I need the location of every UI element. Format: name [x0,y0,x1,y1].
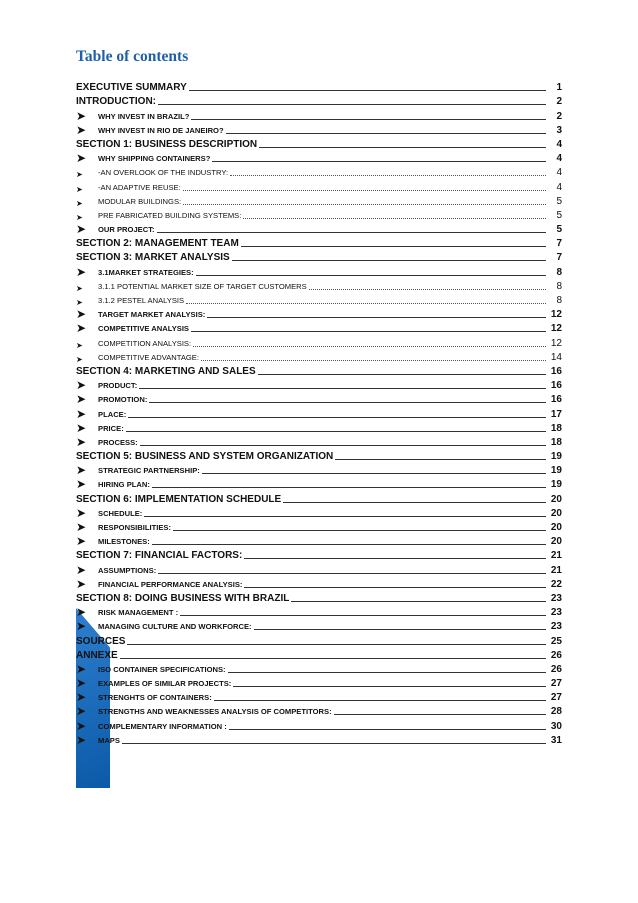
arrow-bullet-icon: ➤ [76,170,83,180]
toc-entry-label: MODULAR BUILDINGS: [98,196,182,206]
toc-leader-line [158,573,546,574]
toc-leader-line [180,615,546,616]
toc-entry[interactable] [76,463,562,477]
toc-page-number: 5 [556,209,562,221]
toc-page-number: 23 [550,621,562,633]
toc-page-number: 5 [556,195,562,207]
arrow-bullet-icon: ➤ [76,340,83,350]
toc-leader-line [244,587,546,588]
toc-entry[interactable] [76,108,562,122]
arrow-bullet-icon: ➤ [76,122,87,137]
arrow-bullet-icon: ➤ [76,108,87,123]
toc-page-number: 12 [550,309,562,321]
toc-leader-line [228,672,546,673]
toc-leader-line [291,601,546,602]
toc-entry[interactable] [76,123,562,137]
toc-entry[interactable] [76,605,562,619]
toc-entry-label: COMPETITIVE ANALYSIS [98,324,189,334]
toc-entry-label: PLACE: [98,409,127,419]
arrow-bullet-icon: ➤ [76,463,87,478]
toc-page-number: 18 [550,436,562,448]
toc-entry-label: MILESTONES: [98,537,150,547]
toc-entry[interactable] [76,690,562,704]
toc-entry-label: SECTION 2: MANAGEMENT TEAM [76,238,239,250]
toc-entry-label: FINANCIAL PERFORMANCE ANALYSIS: [98,579,243,589]
toc-entry[interactable] [76,335,562,349]
toc-entry-label: WHY SHIPPING CONTAINERS? [98,154,211,164]
toc-page-number: 25 [550,635,562,647]
toc-leader-line [186,303,546,304]
toc-page-number: 4 [556,153,562,165]
toc-leader-line [230,175,546,176]
toc-entry[interactable] [76,236,562,250]
toc-page-number: 4 [556,167,562,179]
toc-leader-line [149,402,546,403]
toc-entry[interactable] [76,194,562,208]
toc-entry[interactable] [76,633,562,647]
arrow-bullet-icon: ➤ [76,212,83,222]
arrow-bullet-icon: ➤ [76,505,87,520]
toc-entry[interactable] [76,648,562,662]
toc-leader-line [229,729,546,730]
toc-leader-line [122,743,546,744]
toc-page-number: 19 [550,479,562,491]
toc-leader-line [283,502,546,503]
toc-entry[interactable] [76,591,562,605]
toc-leader-line [193,346,546,347]
arrow-bullet-icon: ➤ [76,704,87,719]
toc-entry[interactable] [76,406,562,420]
toc-entry-label: COMPLEMENTARY INFORMATION : [98,721,227,731]
toc-entry-label: WHY INVEST IN BRAZIL? [98,111,190,121]
toc-entry[interactable] [76,208,562,222]
toc-entry[interactable] [76,548,562,562]
toc-leader-line [183,204,546,205]
toc-leader-line [202,473,546,474]
toc-page-number: 17 [550,408,562,420]
toc-entry-label: PRICE: [98,423,124,433]
arrow-bullet-icon: ➤ [76,354,83,364]
toc-page-number: 3 [556,124,562,136]
toc-leader-line [309,289,546,290]
toc-page-number: 20 [550,507,562,519]
arrow-bullet-icon: ➤ [76,321,87,336]
toc-entry-label: SECTION 5: BUSINESS AND SYSTEM ORGANIZATION [76,451,334,463]
toc-entry-label: ASSUMPTIONS: [98,565,157,575]
toc-entry-label: COMPETITIVE ADVANTAGE: [98,352,199,362]
arrow-bullet-icon: ➤ [76,576,87,591]
toc-entry[interactable] [76,662,562,676]
toc-entry-label: SECTION 7: FINANCIAL FACTORS: [76,550,243,562]
toc-page-number: 30 [550,720,562,732]
toc-page-number: 28 [550,706,562,718]
toc-leader-line [214,700,546,701]
toc-entry-label: SECTION 4: MARKETING AND SALES [76,365,256,377]
toc-page-number: 8 [556,280,562,292]
toc-entry-label: RESPONSIBILITIES: [98,523,171,532]
arrow-bullet-icon: ➤ [76,298,83,307]
arrow-bullet-icon: ➤ [76,222,87,237]
toc-page-number: 31 [550,734,562,746]
toc-page-number: 23 [550,607,562,619]
arrow-bullet-icon: ➤ [76,562,87,577]
toc-entry-label: STRATEGIC PARTNERSHIP: [98,466,200,476]
toc-entry-label: PRE FABRICATED BUILDING SYSTEMS: [98,210,242,220]
toc-entry[interactable] [76,179,562,193]
toc-leader-line [127,644,546,645]
toc-entry[interactable] [76,222,562,236]
arrow-bullet-icon: ➤ [76,534,87,549]
toc-leader-line [158,104,546,105]
toc-entry[interactable] [76,94,562,108]
arrow-bullet-icon: ➤ [76,420,87,435]
toc-leader-line [157,232,546,233]
toc-leader-line [207,317,546,318]
toc-leader-line [212,161,546,162]
toc-entry[interactable] [76,350,562,364]
arrow-bullet-icon: ➤ [76,718,87,733]
toc-entry[interactable] [76,392,562,406]
toc-leader-line [258,374,546,375]
toc-entry-label: 3.1.1 POTENTIAL MARKET SIZE OF TARGET CUSTOMERS [98,281,307,291]
toc-page-number: 16 [550,365,562,377]
toc-entry[interactable] [76,307,562,321]
toc-entry-label: SECTION 1: BUSINESS DESCRIPTION [76,138,258,150]
toc-leader-line [144,516,546,517]
toc-page-number: 2 [556,96,562,108]
arrow-bullet-icon: ➤ [76,690,87,705]
toc-leader-line [152,487,546,488]
toc-entry-label: STRENGHTS OF CONTAINERS: [98,693,212,703]
toc-leader-line [126,431,546,432]
toc-leader-line [243,218,546,219]
toc-entry[interactable] [76,293,562,307]
toc-entry[interactable] [76,619,562,633]
toc-page-number: 8 [556,266,562,278]
toc-page-number: 20 [550,536,562,548]
toc-leader-line [232,260,546,261]
toc-entry[interactable] [76,80,562,94]
toc-entry[interactable] [76,364,562,378]
toc-leader-line [196,275,546,276]
toc-entry-label: 3.1.2 PESTEL ANALYSIS [98,296,185,305]
toc-leader-line [334,714,546,715]
toc-leader-line [241,246,546,247]
toc-entry[interactable] [76,421,562,435]
toc-page-number: 27 [550,692,562,704]
toc-title: Table of contents [76,48,189,65]
toc-page-number: 12 [550,337,562,349]
toc-entry-label: HIRING PLAN: [98,480,150,490]
toc-page-number: 20 [550,522,562,533]
toc-leader-line [191,119,546,120]
toc-page-number: 20 [550,493,562,505]
arrow-bullet-icon: ➤ [76,732,87,747]
toc-page-number: 18 [550,422,562,434]
toc-entry-label: COMPETITION ANALYSIS: [98,338,192,348]
arrow-bullet-icon: ➤ [76,184,83,194]
toc-entry[interactable] [76,137,562,151]
toc-entry[interactable] [76,506,562,520]
toc-page-number: 21 [550,564,562,576]
toc-entry-label: EXECUTIVE SUMMARY [76,82,187,94]
toc-entry-label: SECTION 3: MARKET ANALYSIS [76,252,230,264]
toc-entry[interactable] [76,733,562,747]
toc-entry-label: PRODUCT: [98,381,138,391]
toc-entry-label: SOURCES [76,635,126,647]
toc-entry[interactable] [76,264,562,278]
toc-page-number: 16 [550,380,562,392]
table-of-contents [76,80,562,747]
toc-entry[interactable] [76,321,562,335]
arrow-bullet-icon: ➤ [76,264,87,279]
toc-leader-line [201,360,546,361]
arrow-bullet-icon: ➤ [76,198,83,208]
toc-entry[interactable] [76,562,562,576]
toc-page-number: 26 [550,663,562,675]
toc-page-number: 21 [550,550,562,562]
toc-leader-line [128,417,546,418]
arrow-bullet-icon: ➤ [76,406,87,421]
toc-entry-label: PROMOTION: [98,395,148,405]
arrow-bullet-icon: ➤ [76,520,87,534]
toc-entry-label: SECTION 6: IMPLEMENTATION SCHEDULE [76,493,282,505]
arrow-bullet-icon: ➤ [76,477,87,492]
toc-entry-label: ISO CONTAINER SPECIFICATIONS: [98,664,226,674]
arrow-bullet-icon: ➤ [76,378,87,393]
toc-page-number: 12 [550,323,562,335]
arrow-bullet-icon: ➤ [76,307,87,322]
toc-entry[interactable] [76,279,562,293]
toc-entry-label: PROCESS: [98,437,138,447]
toc-entry-label: MANAGING CULTURE AND WORKFORCE: [98,622,252,632]
toc-entry-label: INTRODUCTION: [76,96,156,108]
toc-entry[interactable] [76,378,562,392]
toc-entry[interactable] [76,534,562,548]
toc-leader-line [139,388,546,389]
toc-page-number: 8 [556,295,562,306]
toc-leader-line [244,558,546,559]
arrow-bullet-icon: ➤ [76,283,83,293]
toc-page-number: 4 [556,138,562,150]
toc-entry-label: -AN OVERLOOK OF THE INDUSTRY: [98,168,229,178]
toc-leader-line [191,331,546,332]
toc-entry-label: RISK MANAGEMENT : [98,608,179,618]
toc-entry[interactable] [76,491,562,505]
toc-page-number: 7 [556,252,562,264]
toc-entry-label: -AN ADAPTIVE REUSE: [98,182,181,192]
toc-leader-line [120,658,546,659]
toc-leader-line [173,530,546,531]
toc-leader-line [233,686,546,687]
arrow-bullet-icon: ➤ [76,676,87,691]
toc-leader-line [254,629,546,630]
toc-leader-line [226,133,546,134]
toc-entry[interactable] [76,151,562,165]
toc-entry-label: MAPS [98,735,120,745]
arrow-bullet-icon: ➤ [76,434,87,449]
arrow-bullet-icon: ➤ [76,605,87,620]
toc-page-number: 22 [550,578,562,590]
toc-page-number: 23 [550,592,562,604]
toc-entry[interactable] [76,520,562,534]
toc-leader-line [335,459,546,460]
toc-leader-line [152,544,546,545]
toc-page-number: 5 [556,224,562,236]
toc-page-number: 7 [556,238,562,250]
toc-leader-line [189,90,546,91]
toc-entry-label: STRENGTHS AND WEAKNESSES ANALYSIS OF COMPETITORS: [98,707,332,717]
toc-leader-line [259,147,546,148]
toc-page-number: 4 [556,181,562,193]
arrow-bullet-icon: ➤ [76,151,87,166]
toc-entry-label: TARGET MARKET ANALYSIS: [98,310,206,320]
toc-entry[interactable] [76,704,562,718]
toc-page-number: 1 [556,82,562,94]
toc-page-number: 14 [550,351,562,363]
toc-page-number: 19 [550,451,562,463]
toc-page-number: 16 [550,394,562,406]
toc-entry[interactable] [76,435,562,449]
toc-leader-line [183,190,546,191]
toc-entry[interactable] [76,250,562,264]
toc-entry-label: WHY INVEST IN RIO DE JANEIRO? [98,125,224,135]
arrow-bullet-icon: ➤ [76,661,87,676]
toc-page-number: 19 [550,465,562,477]
toc-page-number: 27 [550,678,562,690]
arrow-bullet-icon: ➤ [76,392,87,407]
toc-entry-label: 3.1MARKET STRATEGIES: [98,267,194,277]
toc-entry[interactable] [76,477,562,491]
toc-entry-label: SECTION 8: DOING BUSINESS WITH BRAZIL [76,592,290,604]
toc-entry-label: ANNEXE [76,649,118,661]
toc-page-number: 26 [550,649,562,661]
toc-entry[interactable] [76,676,562,690]
toc-entry[interactable] [76,577,562,591]
toc-page-number: 2 [556,110,562,122]
toc-entry-label: EXAMPLES OF SIMILAR PROJECTS: [98,679,232,689]
toc-entry-label: SCHEDULE: [98,508,143,518]
arrow-bullet-icon: ➤ [76,619,87,634]
toc-entry[interactable] [76,449,562,463]
toc-entry[interactable] [76,718,562,732]
toc-leader-line [140,445,546,446]
toc-entry-label: OUR PROJECT: [98,225,155,235]
toc-entry[interactable] [76,165,562,179]
